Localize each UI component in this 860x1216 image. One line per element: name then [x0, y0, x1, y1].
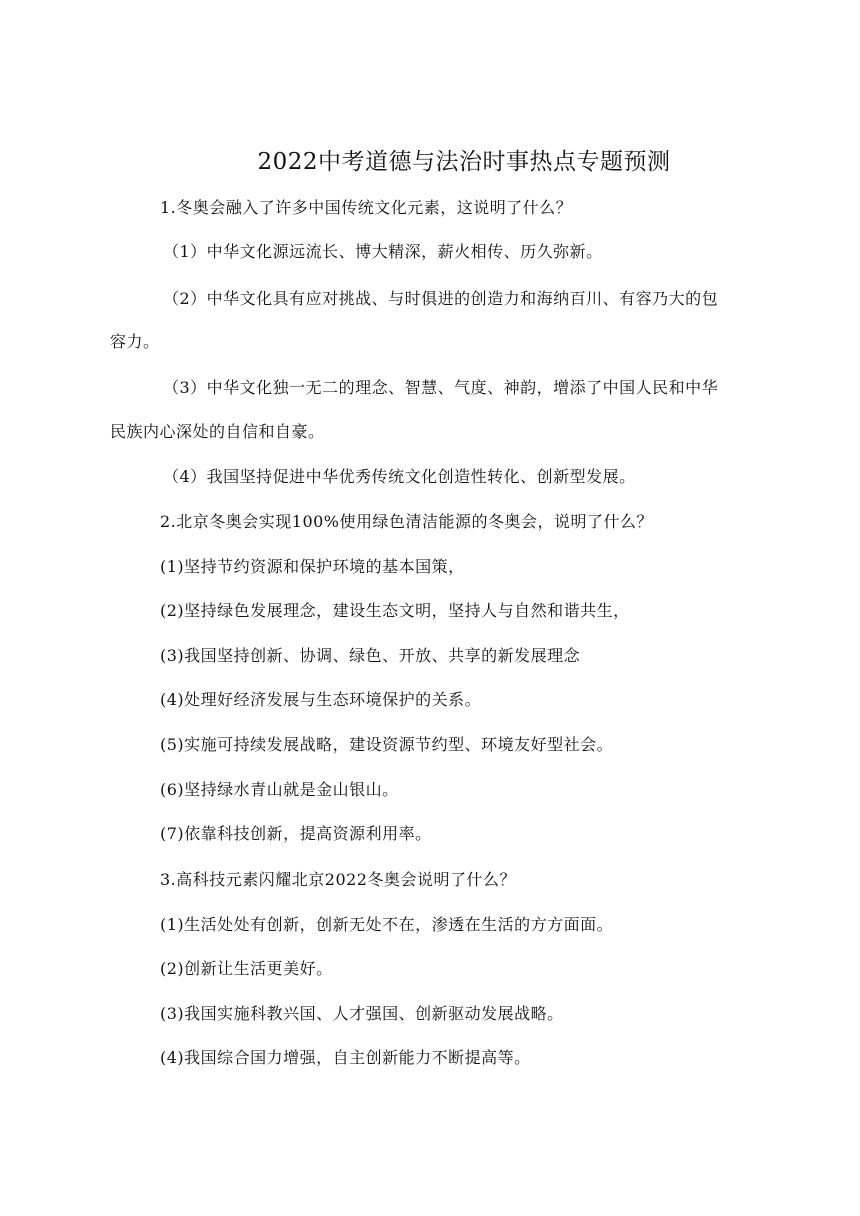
- q3-item-2: (2)创新让生活更美好。: [160, 959, 333, 978]
- q1-answer-1: （1）中华文化源远流长、博大精深，薪火相传、历久弥新。: [163, 242, 603, 261]
- document-title: 2022中考道德与法治时事热点专题预测: [257, 149, 671, 175]
- q1-answer-3-line-2: 民族内心深处的自信和自豪。: [110, 422, 325, 441]
- q3-item-4: (4)我国综合国力增强，自主创新能力不断提高等。: [160, 1048, 531, 1067]
- q2-item-5: (5)实施可持续发展战略，建设资源节约型、环境友好型社会。: [160, 735, 614, 754]
- q2-item-1: (1)坚持节约资源和保护环境的基本国策，: [160, 557, 465, 576]
- question-3: 3.高科技元素闪耀北京2022冬奥会说明了什么？: [160, 870, 516, 889]
- q2-item-6: (6)坚持绿水青山就是金山银山。: [160, 780, 399, 799]
- q2-item-4: (4)处理好经济发展与生态环境保护的关系。: [160, 690, 482, 709]
- q1-answer-3-line-1: （3）中华文化独一无二的理念、智慧、气度、神韵，增添了中国人民和中华: [163, 378, 719, 397]
- q2-item-7: (7)依靠科技创新，提高资源利用率。: [160, 824, 432, 843]
- q2-item-3: (3)我国坚持创新、协调、绿色、开放、共享的新发展理念: [160, 646, 581, 665]
- q3-item-3: (3)我国实施科教兴国、人才强国、创新驱动发展战略。: [160, 1004, 564, 1023]
- q2-item-2: (2)坚持绿色发展理念，建设生态文明，坚持人与自然和谐共生，: [160, 601, 630, 620]
- q1-answer-2-line-2: 容力。: [110, 332, 160, 351]
- q1-answer-2-line-1: （2）中华文化具有应对挑战、与时俱进的创造力和海纳百川、有容乃大的包: [163, 289, 719, 308]
- question-2: 2.北京冬奥会实现100%使用绿色清洁能源的冬奥会，说明了什么？: [160, 512, 654, 531]
- q1-answer-4: （4）我国坚持促进中华优秀传统文化创造性转化、创新型发展。: [163, 467, 636, 486]
- q3-item-1: (1)生活处处有创新，创新无处不在，渗透在生活的方方面面。: [160, 915, 614, 934]
- question-1: 1.冬奥会融入了许多中国传统文化元素，这说明了什么？: [160, 198, 573, 217]
